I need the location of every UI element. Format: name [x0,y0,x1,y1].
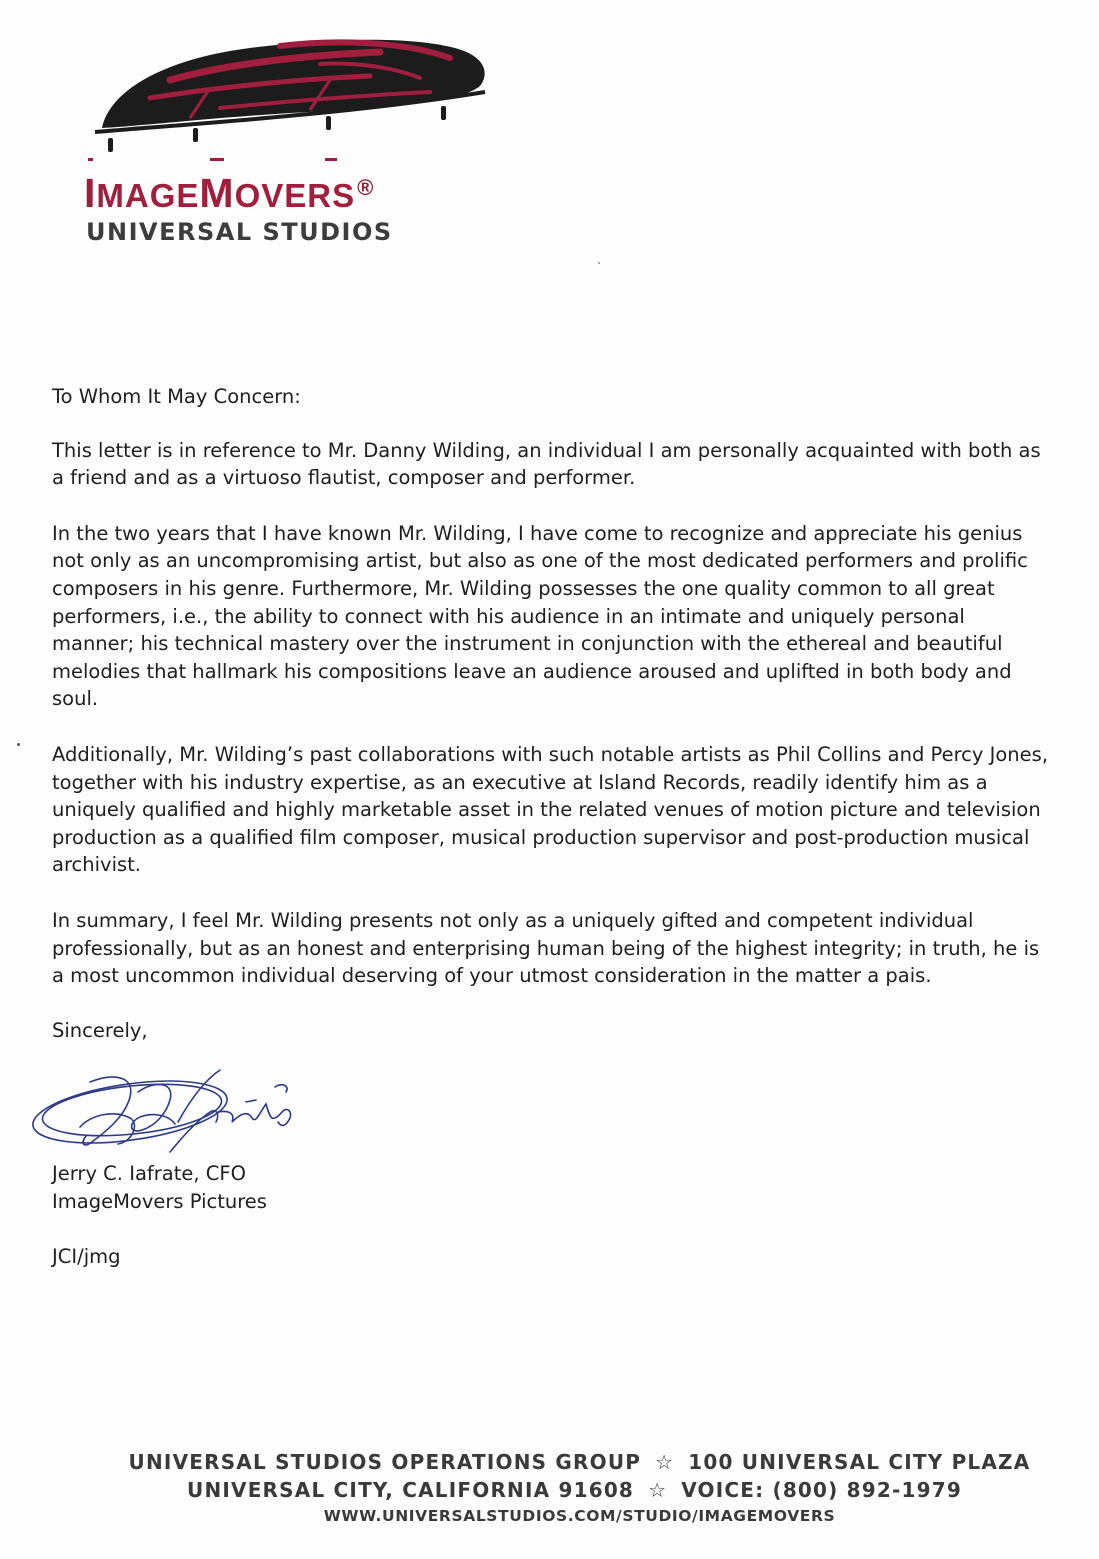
handwritten-signature [20,1052,310,1167]
signer-company: ImageMovers Pictures [52,1190,267,1213]
paragraph-3: Additionally, Mr. Wilding’s past collaborations with such notable artists as Phil Collins and Percy Jones, together with his industry expertise, as an executive at Island Records, readily identify him as a uniquely qualified and highly marketable asset in the related venues of motion picture and television production as a qualified film composer, musical production supervisor and post-production musical archivist. [52,742,1049,877]
paragraph-2: In the two years that I have known Mr. Wilding, I have come to recognize and appreciate his genius not only as an uncompromising artist, but also as one of the most dedicated performers and prolific composers in his genre. Furthermore, Mr. Wilding possesses the one quality common to all great performers, i.e., the ability to connect with his audience in an intimate and uniquely personal manner; his technical mastery over the instrument in conjunction with the ethereal and beautiful melodies that hallmark his compositions leave an audience aroused and uplifted in both body and soul. [52,521,1028,711]
footer-operations-group: UNIVERSAL STUDIOS OPERATIONS GROUP [128,1450,642,1474]
signer-name: Jerry C. Iafrate, CFO [52,1162,246,1185]
universal-studios-subtitle: UNIVERSAL STUDIOS [86,218,393,246]
wordmark-overs: OVERS [234,177,356,214]
logo-foot-4 [441,106,446,120]
imagemovers-wordmark [84,166,374,218]
signer-block [52,1160,267,1216]
star-icon: ☆ [648,1478,668,1502]
logo-tick-3 [325,158,337,161]
wordmark-mage: MAGE [96,177,200,214]
logo-foot-3 [326,116,331,130]
logo-foot-2 [193,128,198,142]
paragraph-1: This letter is in reference to Mr. Danny Wilding, an individual I am personally acquainted with both as a friend and as a virtuoso flautist, composer and performer. [52,438,1041,490]
logo-foot-1 [108,138,113,152]
letter-body [52,383,1052,1018]
scan-speck [17,743,20,746]
paragraph-4: In summary, I feel Mr. Wilding presents not only as a uniquely gifted and competent individual professionally, but as an honest and enterprising human being of the highest integrity; in truth, he is a most uncommon individual deserving of your utmost consideration in the matter a pais. [52,908,1040,988]
salutation: To Whom It May Concern: [52,385,301,408]
footer-website: WWW.UNIVERSALSTUDIOS.COM/STUDIO/IMAGEMOVERS [323,1507,836,1525]
imagemovers-logo-graphic [80,18,500,168]
footer-line-2 [50,1476,1099,1504]
letterhead-footer [0,1448,1099,1528]
registered-mark: ® [357,175,375,200]
footer-phone: VOICE: (800) 892-1979 [681,1478,962,1502]
wordmark-i: I [84,170,97,216]
footer-address: 100 UNIVERSAL CITY PLAZA [688,1450,1031,1474]
closing: Sincerely, [52,1019,148,1042]
typist-initials: JCI/jmg [52,1245,121,1268]
footer-line-1 [60,1448,1099,1476]
scan-speck [598,262,600,264]
star-icon: ☆ [655,1450,675,1474]
footer-city: UNIVERSAL CITY, CALIFORNIA 91608 [187,1478,635,1502]
wordmark-m: M [199,170,235,216]
logo-tick-2 [210,158,224,161]
logo-tick-1 [88,158,93,161]
